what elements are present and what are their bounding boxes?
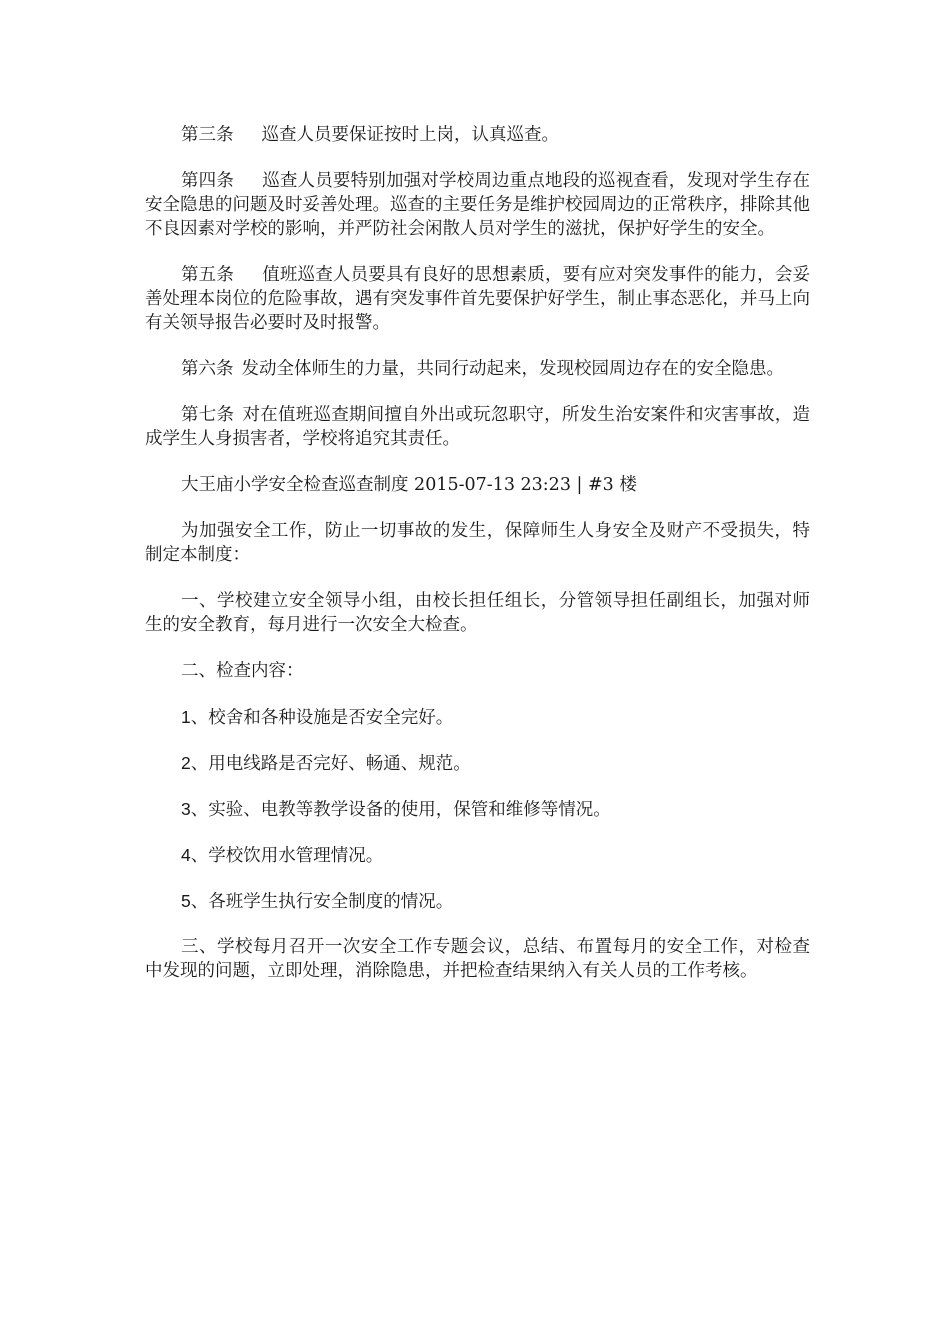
article-label: 第三条 — [181, 125, 234, 145]
section-header: 大王庙小学安全检查巡查制度 2015-07-13 23:23 | #3 楼 — [181, 475, 637, 495]
article-5 — [145, 263, 810, 335]
article-4 — [145, 169, 810, 241]
article-label: 第六条 — [181, 359, 234, 379]
check-item: 3、实验、电教等教学设备的使用，保管和维修等情况。 — [181, 799, 611, 819]
article-label: 第七条 — [181, 405, 235, 425]
document-page — [145, 123, 810, 1005]
check-item: 1、校舍和各种设施是否安全完好。 — [181, 707, 454, 727]
intro-paragraph: 为加强安全工作，防止一切事故的发生，保障师生人身安全及财产不受损失，特制定本制度： — [145, 521, 810, 565]
check-item: 5、各班学生执行安全制度的情况。 — [181, 891, 454, 911]
article-text: 对在值班巡查期间擅自外出或玩忽职守，所发生治安案件和灾害事故，造成学生人身损害者，学校将追究其责任。 — [145, 405, 811, 449]
check-item: 4、学校饮用水管理情况。 — [181, 845, 384, 865]
article-label: 第四条 — [181, 171, 235, 191]
article-6 — [145, 357, 810, 381]
article-text: 巡查人员要特别加强对学校周边重点地段的巡视查看，发现对学生存在安全隐患的问题及时妥善处理。巡查的主要任务是维护校园周边的正常秩序，排除其他不良因素对学校的影响，并严防社会闲散人员对学生的滋扰，保护好学生的安全。 — [145, 171, 810, 239]
article-text: 值班巡查人员要具有良好的思想素质，要有应对突发事件的能力，会妥善处理本岗位的危险事故，遇有突发事件首先要保护好学生，制止事态恶化，并马上向有关领导报告必要时及时报警。 — [145, 265, 810, 333]
article-text: 巡查人员要保证按时上岗，认真巡查。 — [261, 125, 559, 145]
article-7 — [145, 403, 810, 451]
item-two-title: 二、检查内容： — [181, 661, 304, 681]
item-three: 三、学校每月召开一次安全工作专题会议，总结、布置每月的安全工作，对检查中发现的问题，立即处理，消除隐患，并把检查结果纳入有关人员的工作考核。 — [145, 937, 810, 981]
article-label: 第五条 — [181, 265, 235, 285]
check-item: 2、用电线路是否完好、畅通、规范。 — [181, 753, 471, 773]
article-text: 发动全体师生的力量，共同行动起来，发现校园周边存在的安全隐患。 — [241, 359, 784, 379]
article-3 — [145, 123, 810, 147]
item-one: 一、学校建立安全领导小组，由校长担任组长，分管领导担任副组长，加强对师生的安全教育，每月进行一次安全大检查。 — [145, 591, 810, 635]
